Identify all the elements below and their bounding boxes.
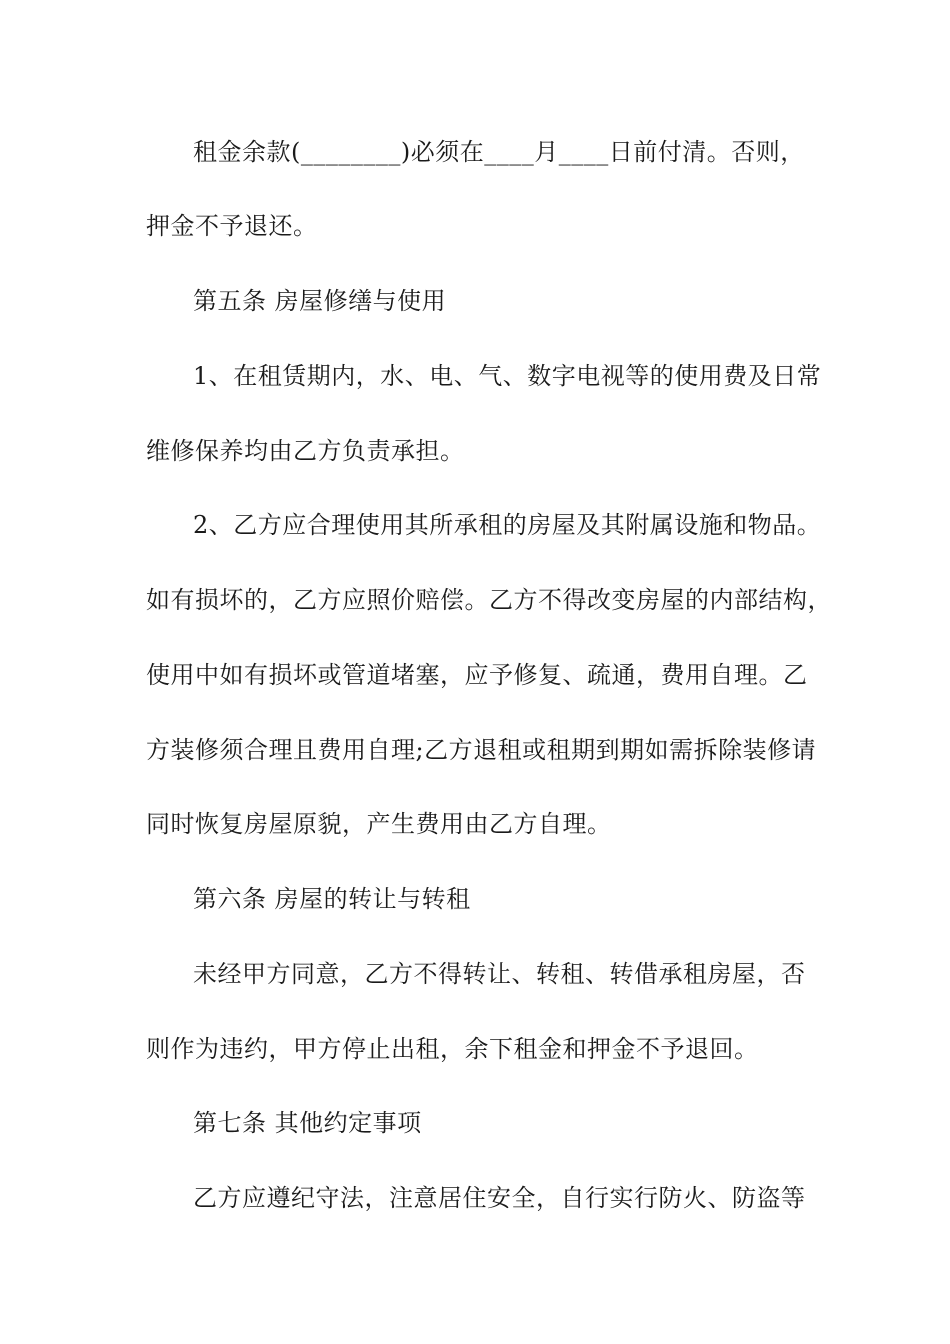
paragraph-line: 1、在租赁期内，水、电、气、数字电视等的使用费及日常 — [193, 362, 822, 390]
section-heading: 第五条 房屋修缮与使用 — [193, 287, 447, 315]
paragraph-line: 2、乙方应合理使用其所承租的房屋及其附属设施和物品。 — [193, 511, 822, 539]
paragraph-line: 租金余款(________)必须在____月____日前付清。否则， — [193, 138, 805, 166]
paragraph-line: 使用中如有损坏或管道堵塞，应予修复、疏通，费用自理。乙 — [146, 661, 808, 689]
paragraph-line: 维修保养均由乙方负责承担。 — [146, 437, 465, 465]
paragraph-line: 同时恢复房屋原貌，产生费用由乙方自理。 — [146, 810, 612, 838]
section-heading: 第六条 房屋的转让与转租 — [193, 885, 471, 913]
paragraph-line: 则作为违约，甲方停止出租，余下租金和押金不予退回。 — [146, 1035, 759, 1063]
paragraph-line: 押金不予退还。 — [146, 212, 318, 240]
paragraph-line: 乙方应遵纪守法，注意居住安全，自行实行防火、防盗等 — [193, 1184, 806, 1212]
paragraph-line: 如有损坏的，乙方应照价赔偿。乙方不得改变房屋的内部结构， — [146, 586, 832, 614]
paragraph-line: 未经甲方同意，乙方不得转让、转租、转借承租房屋，否 — [193, 960, 806, 988]
paragraph-line: 方装修须合理且费用自理;乙方退租或租期到期如需拆除装修请 — [146, 736, 817, 764]
section-heading: 第七条 其他约定事项 — [193, 1109, 422, 1137]
